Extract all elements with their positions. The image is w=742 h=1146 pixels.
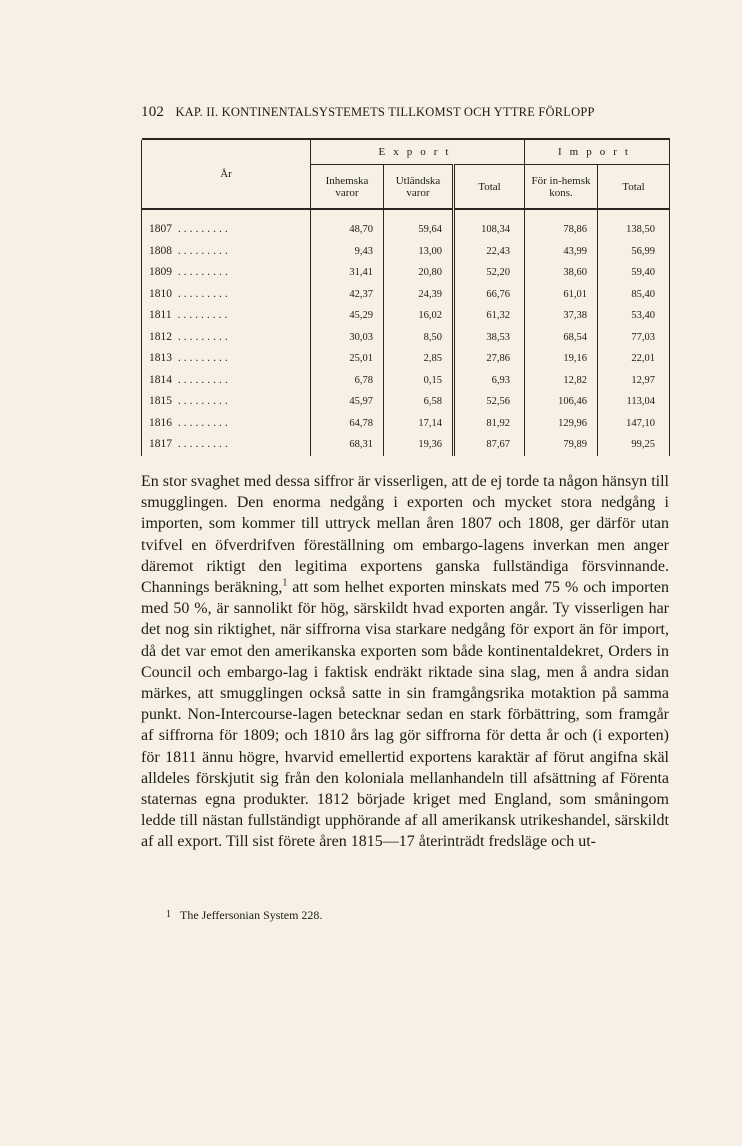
utlandska-cell: 59,64 xyxy=(384,209,454,241)
for-inhemsk-cell: 37,38 xyxy=(525,305,598,327)
export-total-cell: 108,34 xyxy=(454,209,525,241)
year-cell xyxy=(142,305,311,327)
for-inhemsk-cell: 68,54 xyxy=(525,327,598,349)
table-row xyxy=(142,327,670,349)
for-inhemsk-cell: 19,16 xyxy=(525,348,598,370)
for-inhemsk-cell: 43,99 xyxy=(525,241,598,263)
table-body xyxy=(142,209,670,456)
inhemska-varor-header: Inhemska varor xyxy=(311,165,384,209)
for-inhemsk-cell: 38,60 xyxy=(525,262,598,284)
leader-dots: ......... xyxy=(172,373,231,386)
utlandska-varor-header: Utländska varor xyxy=(384,165,454,209)
year-value: 1817 xyxy=(149,438,172,450)
leader-dots: ......... xyxy=(172,395,231,407)
import-total-cell: 22,01 xyxy=(598,348,670,370)
export-header: Export xyxy=(311,140,525,165)
utlandska-cell: 19,36 xyxy=(384,434,454,456)
footnote-text: The Jeffersonian System 228. xyxy=(180,908,323,922)
leader-dots: ......... xyxy=(172,438,231,450)
leader-dots: ......... xyxy=(172,352,231,364)
year-column-header: År xyxy=(142,140,311,208)
import-total-cell: 53,40 xyxy=(598,305,670,327)
year-value: 1811 xyxy=(149,309,172,321)
utlandska-cell: 24,39 xyxy=(384,284,454,306)
table-row xyxy=(142,413,670,435)
inhemska-cell: 64,78 xyxy=(311,413,384,435)
year-value: 1808 xyxy=(149,244,172,257)
year-cell xyxy=(142,327,311,349)
table-row xyxy=(142,348,670,370)
export-total-cell: 27,86 xyxy=(454,348,525,370)
for-inhemsk-cell: 61,01 xyxy=(525,284,598,306)
import-total-header: Total xyxy=(598,165,670,209)
year-cell xyxy=(142,262,311,284)
inhemska-cell: 45,97 xyxy=(311,391,384,413)
utlandska-cell: 2,85 xyxy=(384,348,454,370)
export-total-cell: 52,20 xyxy=(454,262,525,284)
table-row xyxy=(142,434,670,456)
export-total-cell: 87,67 xyxy=(454,434,525,456)
export-total-cell: 81,92 xyxy=(454,413,525,435)
year-cell xyxy=(142,434,311,456)
leader-dots: ......... xyxy=(172,330,231,343)
for-inhemsk-cell: 12,82 xyxy=(525,370,598,392)
year-cell xyxy=(142,391,311,413)
leader-dots: ......... xyxy=(172,266,231,278)
import-total-cell: 113,04 xyxy=(598,391,670,413)
import-total-cell: 147,10 xyxy=(598,413,670,435)
utlandska-cell: 13,00 xyxy=(384,241,454,263)
inhemska-cell: 68,31 xyxy=(311,434,384,456)
import-header: Import xyxy=(525,140,670,165)
for-inhemsk-kons-header: För in-hemsk kons. xyxy=(525,165,598,209)
export-total-cell: 6,93 xyxy=(454,370,525,392)
page-number: 102 xyxy=(141,104,165,120)
year-value: 1815 xyxy=(149,395,172,407)
inhemska-cell: 9,43 xyxy=(311,241,384,263)
body-paragraph xyxy=(141,471,669,853)
year-value: 1809 xyxy=(149,266,172,278)
footnote-mark: 1 xyxy=(166,909,171,920)
leader-dots: ......... xyxy=(172,223,231,235)
leader-dots: ......... xyxy=(171,309,231,321)
import-total-cell: 12,97 xyxy=(598,370,670,392)
year-cell xyxy=(142,284,311,306)
year-value: 1816 xyxy=(149,416,172,429)
running-title: KAP. II. KONTINENTALSYSTEMETS TILLKOMST OCH YTTRE FÖRLOPP xyxy=(175,105,595,119)
year-value: 1814 xyxy=(149,373,172,386)
inhemska-cell: 45,29 xyxy=(311,305,384,327)
paragraph-text-part2: att som helhet exporten minskats med 75 % och importen med 50 %, är sannolikt för hög, särskildt hvad exporten angår. Ty visserligen har det nog sin riktighet, när siffrorna visa starkare nedgång för export än för import, då det var emot den amerikanska exporten som både kontinentaldekret, Orders in Council och embargo-lag i faktisk endräkt riktade sina slag, men å andra sidan märkes, att smugglingen också satte in sin framgångsrika motaktion på samma punkt. Non-Intercourse-lagen betecknar sedan en stark förbättring, som framgår af siffrorna för 1809; och 1810 års lag gör siffrorna för detta år och (i exporten) för 1811 ännu högre, hvarvid emellertid exportens karaktär af förut angifna skäl alldeles förskjutit sig från den koloniala mellanhandeln till afsättning af Förenta staternas egna produkter. 1812 började kriget med England, som småningom ledde till nästan fullständigt upphörande af all amerikansk utrikeshandel, särskildt af all export. Till sist förete åren 1815—17 återinträdt fredsläge och ut- xyxy=(141,579,670,851)
leader-dots: ......... xyxy=(172,287,231,300)
import-total-cell: 99,25 xyxy=(598,434,670,456)
export-total-cell: 66,76 xyxy=(454,284,525,306)
year-value: 1810 xyxy=(149,287,172,300)
year-cell xyxy=(142,348,311,370)
table-row xyxy=(142,391,670,413)
utlandska-cell: 16,02 xyxy=(384,305,454,327)
year-value: 1812 xyxy=(149,330,172,343)
for-inhemsk-cell: 129,96 xyxy=(525,413,598,435)
footnote xyxy=(166,908,322,923)
for-inhemsk-cell: 106,46 xyxy=(525,391,598,413)
utlandska-cell: 8,50 xyxy=(384,327,454,349)
inhemska-cell: 42,37 xyxy=(311,284,384,306)
year-cell xyxy=(142,209,311,241)
table-row xyxy=(142,284,670,306)
utlandska-cell: 20,80 xyxy=(384,262,454,284)
inhemska-cell: 25,01 xyxy=(311,348,384,370)
table-row xyxy=(142,241,670,263)
year-value: 1813 xyxy=(149,352,172,364)
year-cell xyxy=(142,241,311,263)
export-total-cell: 61,32 xyxy=(454,305,525,327)
running-header xyxy=(141,104,669,121)
table-row xyxy=(142,209,670,241)
footnote-reference: 1 xyxy=(282,577,288,589)
import-total-cell: 59,40 xyxy=(598,262,670,284)
for-inhemsk-cell: 78,86 xyxy=(525,209,598,241)
import-total-cell: 77,03 xyxy=(598,327,670,349)
export-total-cell: 52,56 xyxy=(454,391,525,413)
import-total-cell: 85,40 xyxy=(598,284,670,306)
table-row xyxy=(142,370,670,392)
utlandska-cell: 6,58 xyxy=(384,391,454,413)
utlandska-cell: 17,14 xyxy=(384,413,454,435)
year-value: 1807 xyxy=(149,223,172,235)
import-total-cell: 138,50 xyxy=(598,209,670,241)
leader-dots: ......... xyxy=(172,416,231,429)
table-row xyxy=(142,305,670,327)
inhemska-cell: 6,78 xyxy=(311,370,384,392)
year-cell xyxy=(142,413,311,435)
inhemska-cell: 31,41 xyxy=(311,262,384,284)
export-total-cell: 38,53 xyxy=(454,327,525,349)
leader-dots: ......... xyxy=(172,244,231,257)
import-total-cell: 56,99 xyxy=(598,241,670,263)
table-row xyxy=(142,262,670,284)
trade-table xyxy=(141,138,669,456)
inhemska-cell: 48,70 xyxy=(311,209,384,241)
utlandska-cell: 0,15 xyxy=(384,370,454,392)
export-total-header: Total xyxy=(454,165,525,209)
inhemska-cell: 30,03 xyxy=(311,327,384,349)
export-total-cell: 22,43 xyxy=(454,241,525,263)
for-inhemsk-cell: 79,89 xyxy=(525,434,598,456)
paragraph-text-part1: En stor svaghet med dessa siffror är visserligen, att de ej torde ta någon hänsyn till smugglingen. Den enorma nedgång i exporten och mycket stora nedgång i importen, som kommer till uttryck mellan åren 1807 och 1808, ger därför utan tvifvel en öfverdrifven föreställning om embargo-lagens inverkan men anger däremot riktigt den legitima exportens ganska fullständiga försvinnande. Channings beräkning, xyxy=(141,473,669,597)
year-cell xyxy=(142,370,311,392)
